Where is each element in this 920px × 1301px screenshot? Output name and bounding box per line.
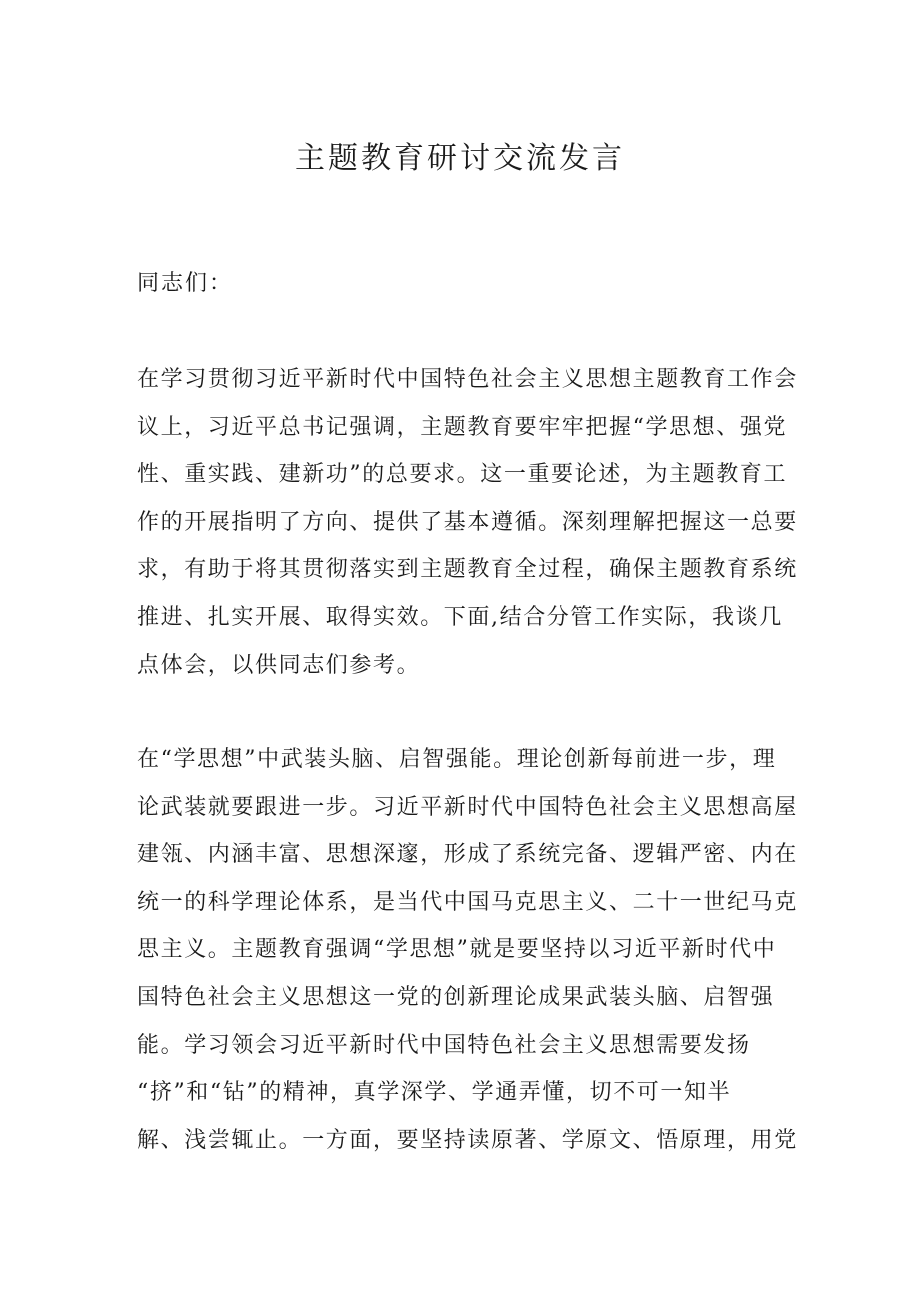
paragraph-line: 推进、扎实开展、取得实效。下面,结合分管工作实际，我谈几 [137, 604, 783, 630]
paragraph-line: 思主义。主题教育强调“学思想”就是要坚持以习近平新时代中 [137, 937, 777, 963]
paragraph-line: 国特色社会主义思想这一党的创新理论成果武装头脑、启智强 [137, 984, 775, 1010]
paragraph-line: 在学习贯彻习近平新时代中国特色社会主义思想主题教育工作会 [137, 367, 798, 392]
paragraph-line: 作的开展指明了方向、提供了基本遵循。深刻理解把握这一总要 [137, 509, 798, 535]
paragraph-study-thought [137, 736, 798, 1164]
paragraph-line: 求，有助于将其贯彻落实到主题教育全过程，确保主题教育系统 [137, 557, 798, 583]
document-title: 主题教育研讨交流发言 [295, 141, 625, 176]
paragraph-line: 议上，习近平总书记强调，主题教育要牢牢把握“学思想、强党 [137, 414, 788, 440]
paragraph-line: 建瓴、内涵丰富、思想深邃，形成了系统完备、逻辑严密、内在 [137, 842, 798, 868]
paragraph-line: 解、浅尝辄止。一方面，要坚持读原著、学原文、悟原理，用党 [137, 1127, 798, 1153]
paragraph-line: 论武装就要跟进一步。习近平新时代中国特色社会主义思想高屋 [137, 794, 798, 820]
paragraph-line: 点体会，以供同志们参考。 [137, 652, 421, 678]
greeting: 同志们： [137, 271, 234, 296]
paragraph-line: 性、重实践、建新功”的总要求。这一重要论述，为主题教育工 [137, 462, 788, 488]
paragraph-line: “挤”和“钻”的精神，真学深学、学通弄懂，切不可一知半 [137, 1080, 732, 1106]
paragraph-line: 能。学习领会习近平新时代中国特色社会主义思想需要发扬 [137, 1032, 751, 1058]
paragraph-intro [137, 356, 798, 689]
paragraph-line: 在“学思想”中武装头脑、启智强能。理论创新每前进一步，理 [137, 747, 777, 772]
paragraph-line: 统一的科学理论体系，是当代中国马克思主义、二十一世纪马克 [137, 889, 798, 915]
